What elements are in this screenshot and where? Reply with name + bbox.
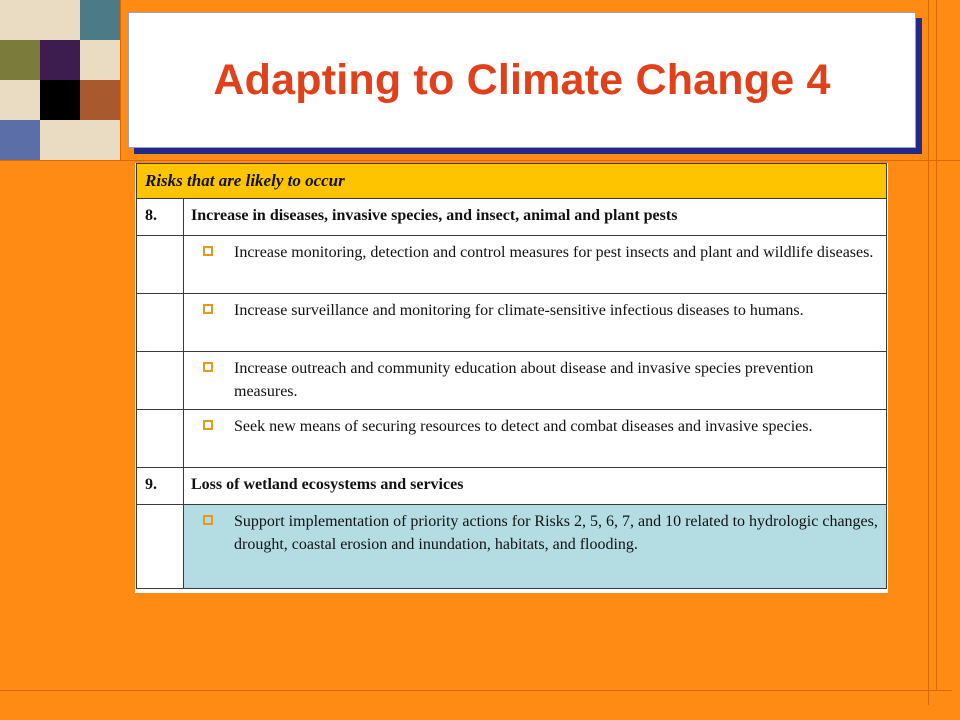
checkbox-bullet-icon — [203, 515, 213, 525]
checker-square — [80, 0, 120, 40]
decorative-checker-pattern — [0, 0, 120, 160]
action-text: Seek new means of securing resources to detect and combat diseases and invasive species. — [234, 418, 813, 435]
section-row — [137, 199, 887, 236]
checkbox-bullet-icon — [203, 362, 213, 372]
action-text: Support implementation of priority actions for Risks 2, 5, 6, 7, and 10 related to hydrologic changes, drought, coastal erosion and inundation, habitats, and flooding. — [234, 513, 878, 553]
action-cell — [184, 410, 887, 468]
slide-title: Adapting to Climate Change 4 — [213, 55, 831, 104]
checker-square — [0, 80, 40, 120]
empty-cell — [137, 294, 184, 352]
section-row — [137, 468, 887, 505]
action-cell-highlighted — [184, 505, 887, 589]
divider-line — [0, 690, 952, 691]
risk-table-image — [135, 163, 888, 593]
section-category: Increase in diseases, invasive species, and insect, animal and plant pests — [184, 199, 887, 236]
action-text: Increase monitoring, detection and control measures for pest insects and plant and wildlife diseases. — [234, 244, 874, 261]
divider-line — [120, 0, 121, 160]
action-cell — [184, 294, 887, 352]
divider-line — [0, 160, 960, 161]
title-box — [128, 12, 916, 148]
checker-square — [40, 120, 80, 160]
table-header: Risks that are likely to occur — [137, 164, 887, 199]
checker-square — [40, 80, 80, 120]
checker-square — [80, 40, 120, 80]
divider-line — [928, 0, 929, 705]
empty-cell — [137, 410, 184, 468]
checker-square — [80, 120, 120, 160]
checker-square — [40, 0, 80, 40]
action-row — [137, 294, 887, 352]
checkbox-bullet-icon — [203, 246, 213, 256]
action-cell — [184, 236, 887, 294]
empty-cell — [137, 352, 184, 410]
section-number: 8. — [137, 199, 184, 236]
action-row — [137, 505, 887, 589]
checker-square — [40, 40, 80, 80]
empty-cell — [137, 236, 184, 294]
checkbox-bullet-icon — [203, 420, 213, 430]
section-category: Loss of wetland ecosystems and services — [184, 468, 887, 505]
checker-square — [0, 40, 40, 80]
checker-square — [80, 80, 120, 120]
risk-table — [136, 163, 887, 589]
empty-cell — [137, 505, 184, 589]
table-header-row — [137, 164, 887, 199]
divider-line — [936, 0, 937, 690]
action-row — [137, 410, 887, 468]
action-text: Increase surveillance and monitoring for climate-sensitive infectious diseases to humans. — [234, 302, 804, 319]
action-cell — [184, 352, 887, 410]
action-text: Increase outreach and community education about disease and invasive species prevention measures. — [234, 360, 814, 400]
action-row — [137, 236, 887, 294]
checker-square — [0, 120, 40, 160]
checkbox-bullet-icon — [203, 304, 213, 314]
action-row — [137, 352, 887, 410]
checker-square — [0, 0, 40, 40]
section-number: 9. — [137, 468, 184, 505]
